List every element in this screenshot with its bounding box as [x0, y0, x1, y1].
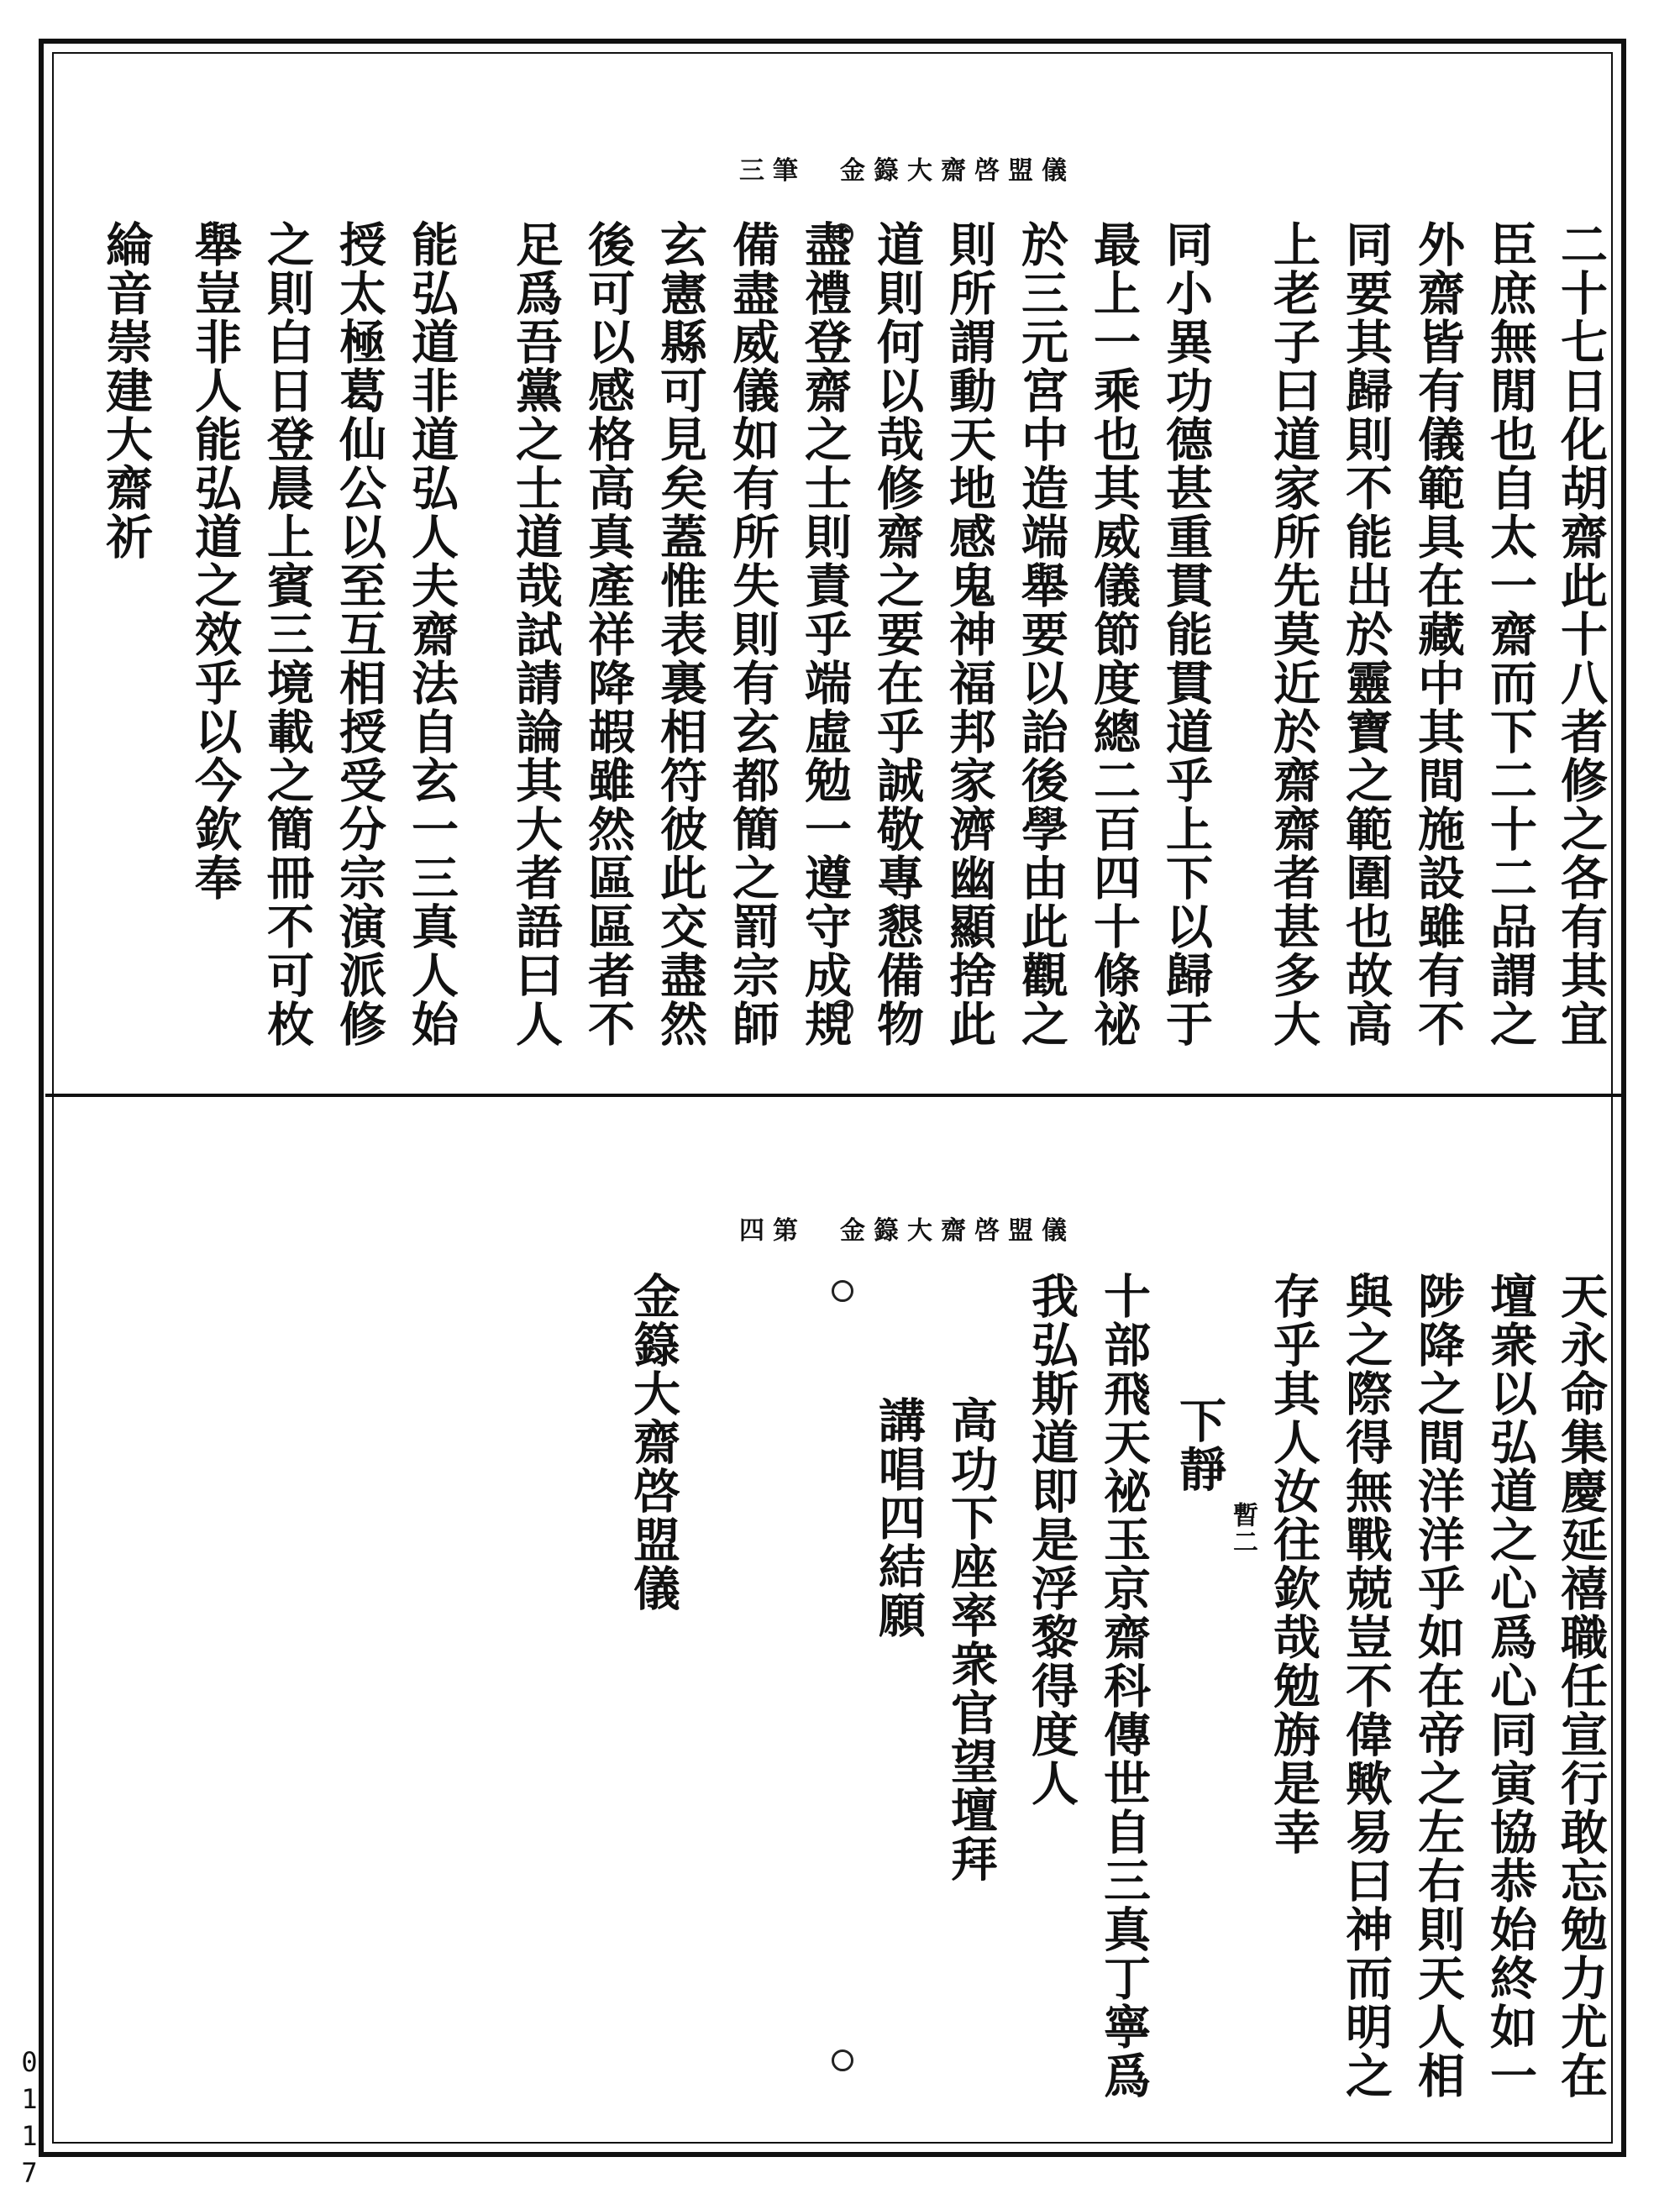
upper-column-3: 外齋皆有儀範具在藏中其間施設雖有不 [1410, 220, 1466, 1048]
upper-column-17: 授太極葛仙公以至互相授受分宗演派修 [332, 220, 387, 1048]
upper-binding-hole-bottom [832, 1000, 853, 1021]
lower-column-1: 天永命集慶延禧職任宣行敢忘勉力尤在 [1553, 1272, 1609, 2100]
upper-column-8: 於三元宮中造端舉要以詒後學由此觀之 [1014, 220, 1069, 1048]
lower-closing-title: 金籙大齋啓盟儀 [626, 1272, 681, 1613]
upper-binding-hole-top [832, 223, 853, 245]
lower-column-5: 存乎其人汝往欽哉勉旃是幸 [1266, 1272, 1321, 1856]
lower-binding-hole-top [832, 1280, 853, 1302]
lower-rubric-column-2: 講唱四結願 [871, 1396, 927, 1640]
upper-column-6: 同小異功德甚重貫能貫道乎上下以歸于 [1158, 220, 1214, 1048]
upper-column-10: 道則何以哉修齋之要在乎誠敬專懇備物 [869, 220, 925, 1048]
upper-column-5: 上老子曰道家所先莫近於齋齋者甚多大 [1266, 220, 1321, 1048]
lower-rubric-column-1: 高功下座率衆官望壇拜 [943, 1396, 999, 1883]
upper-header-title: 金籙大齋啓盟儀 [840, 156, 1075, 186]
upper-column-9: 則所謂動天地感鬼神福邦家濟幽顯捨此 [942, 220, 997, 1048]
lower-small-note: 暫二 [1228, 1502, 1257, 1556]
upper-column-2: 臣庶無閒也自太一齋而下二十二品謂之 [1483, 220, 1538, 1048]
lower-header-title: 金籙大齋啓盟儀 [840, 1216, 1075, 1246]
upper-column-7: 最上一乘也其威儀節度總二百四十條祕 [1086, 220, 1142, 1048]
lower-descend-note: 下靜 [1172, 1396, 1227, 1493]
upper-column-1: 二十七日化胡齋此十八者修之各有其宜 [1553, 220, 1609, 1048]
lower-column-2: 壇衆以弘道之心爲心同寅協恭始終如一 [1483, 1272, 1538, 2100]
upper-column-11: 盡禮登齋之士則責乎端虛勉一遵守成規 [797, 220, 853, 1048]
lower-verse-column-1: 十部飛天祕玉京齋科傳世自三真丁寧爲 [1096, 1272, 1152, 2100]
lower-column-3: 陟降之間洋洋乎如在帝之左右則天人相 [1410, 1272, 1466, 2100]
upper-column-18: 之則白日登晨上賓三境載之簡冊不可枚 [260, 220, 315, 1048]
page-number: 0117 [13, 2046, 45, 2194]
upper-column-15: 足爲吾黨之士道哉試請論其大者語曰人 [508, 220, 564, 1048]
upper-column-14: 後可以感格高真產祥降嘏雖然區區者不 [580, 220, 636, 1048]
upper-column-19: 舉豈非人能弘道之效乎以今欽奉 [187, 220, 243, 902]
upper-column-12: 備盡威儀如有所失則有玄都簡之罰宗師 [725, 220, 780, 1048]
lower-column-4: 與之際得無戰兢豈不偉歟易曰神而明之 [1338, 1272, 1394, 2100]
upper-column-16: 能弘道非道弘人夫齋法自玄一三真人始 [404, 220, 459, 1048]
lower-verse-column-2: 我弘斯道即是浮黎得度人 [1024, 1272, 1079, 1808]
lower-binding-hole-bottom [832, 2049, 853, 2071]
page-divider [45, 1094, 1621, 1097]
upper-header-folio: 三筆 [739, 156, 806, 186]
upper-column-4: 同要其歸則不能出於靈寶之範圍也故高 [1338, 220, 1394, 1048]
upper-column-13: 玄憲縣可見矣蓋惟表裏相符彼此交盡然 [653, 220, 708, 1048]
upper-column-20: 綸音崇建大齋祈 [98, 220, 154, 561]
lower-header-folio: 四第 [739, 1216, 806, 1246]
